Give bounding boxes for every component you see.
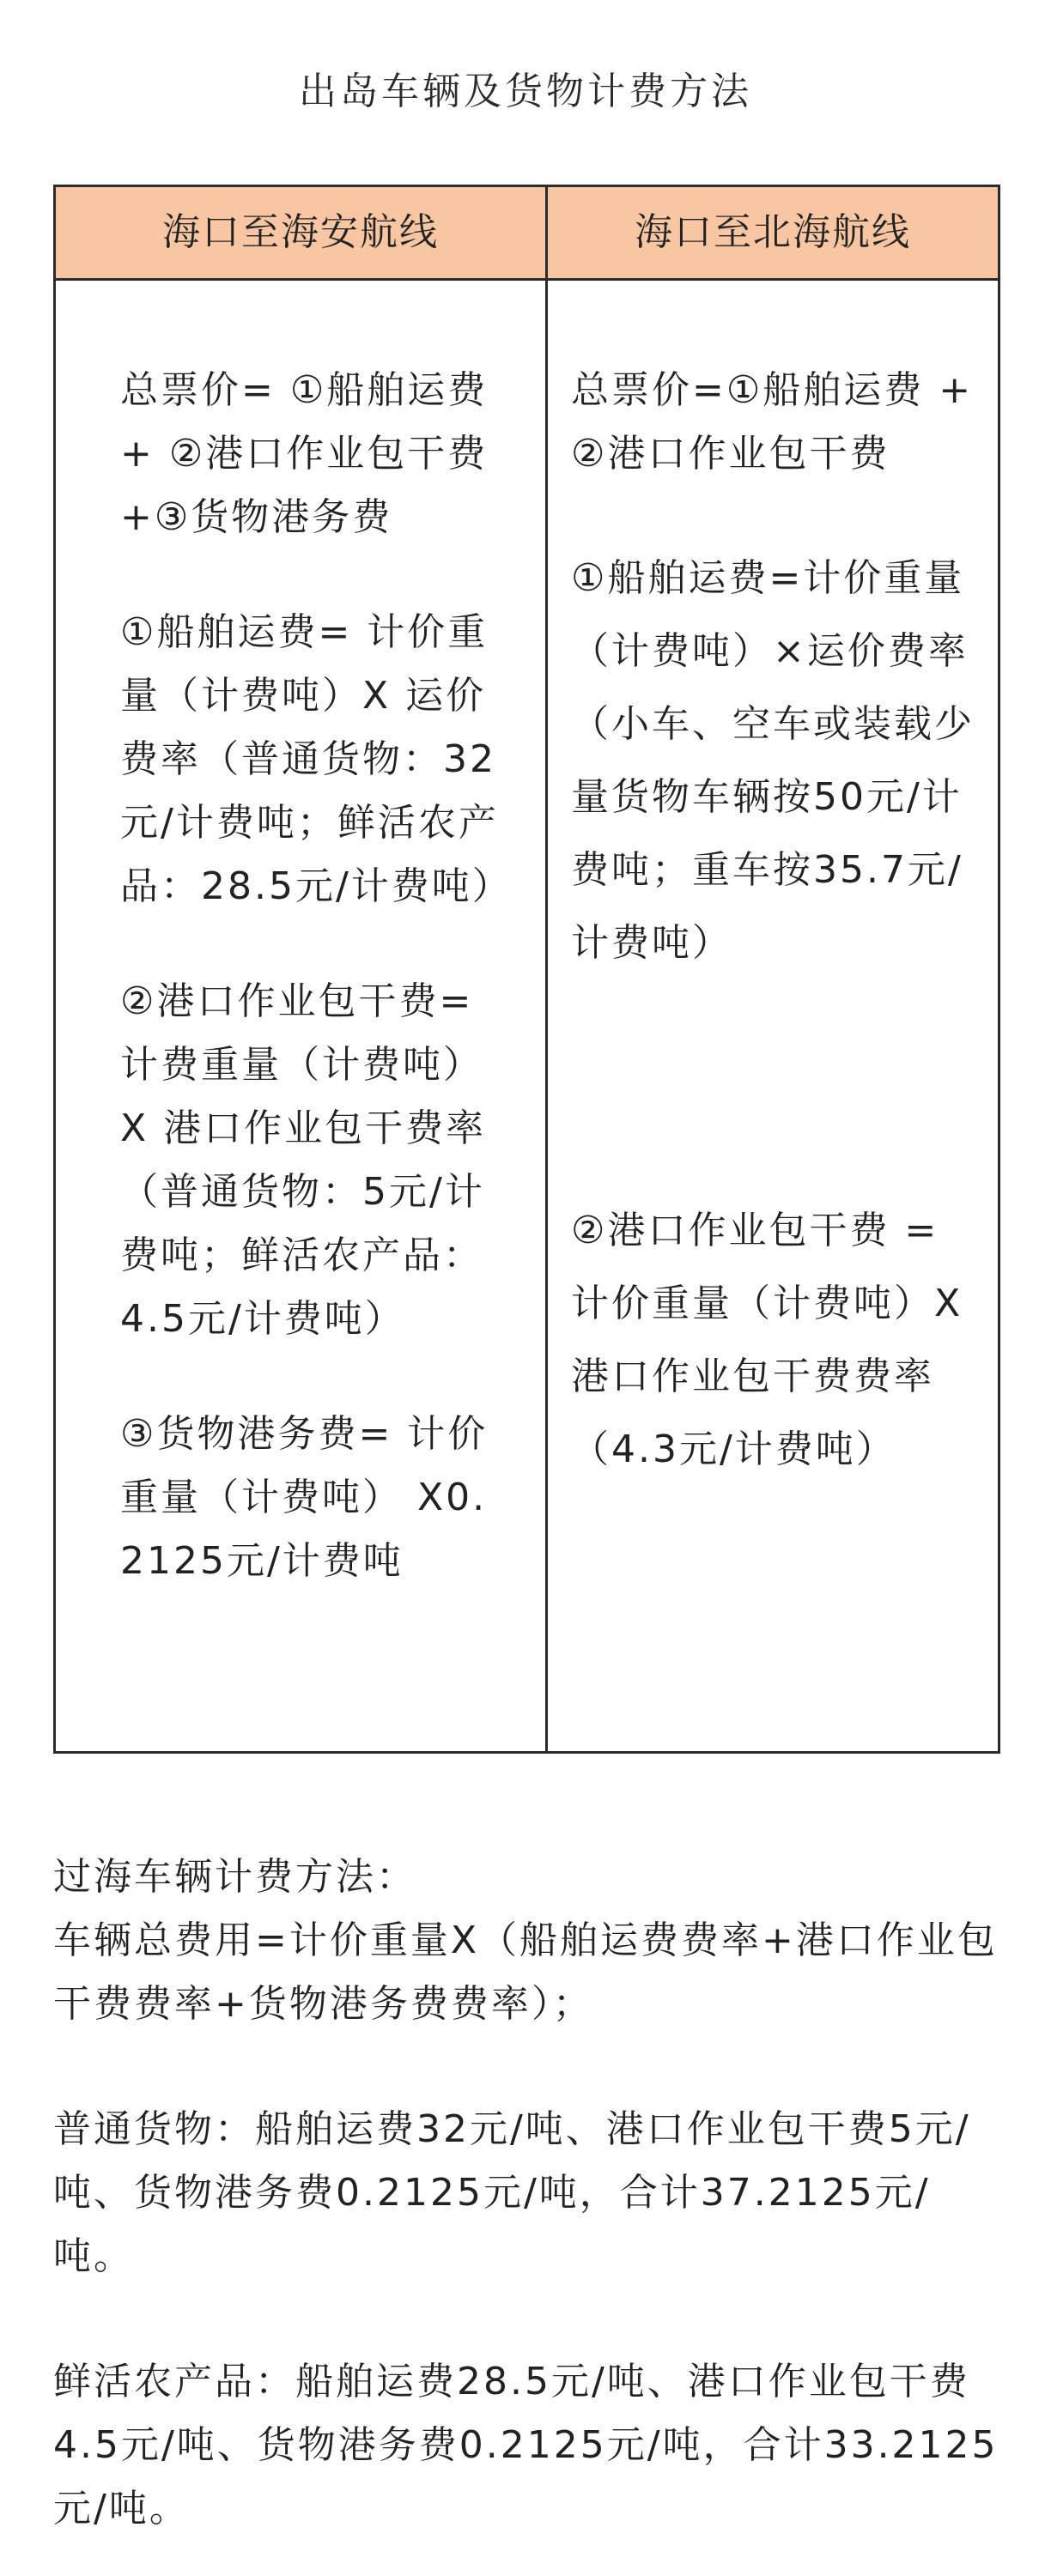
header-haikou-haian: 海口至海安航线 xyxy=(162,210,439,254)
haian-total-formula: 总票价= ①船舶运费 + ②港口作业包干费 +③货物港务费 xyxy=(120,368,489,539)
haian-port-fee: ②港口作业包干费= 计费重量（计费吨）X 港口作业包干费率（普通货物：5元/计费吨；鲜活农产品：4.5元/计费吨） xyxy=(120,979,487,1341)
beihai-fee-cell xyxy=(571,359,975,1486)
notes-general-cargo: 普通货物：船舶运费32元/吨、港口作业包干费5元/吨、货物港务费0.2125元/吨，合计37.2125元/吨。 xyxy=(53,2107,971,2278)
beihai-port-fee: ②港口作业包干费 = 计价重量（计费吨）X 港口作业包干费费率（4.3元/计费吨） xyxy=(571,1209,963,1471)
page-title: 出岛车辆及货物计费方法 xyxy=(299,70,752,113)
header-haikou-beihai: 海口至北海航线 xyxy=(635,210,911,254)
notes-heading: 过海车辆计费方法： xyxy=(53,1855,416,1899)
haian-port-dues: ③货物港务费= 计价重量（计费吨） X0.2125元/计费吨 xyxy=(120,1412,489,1583)
haian-fee-cell xyxy=(120,359,513,1593)
column-divider xyxy=(545,187,548,1751)
table-header-row xyxy=(56,187,998,281)
beihai-shipping-fee: ①船舶运费=计价重量（计费吨）×运价费率（小车、空车或装载少量货物车辆按50元/计费吨；重车按35.7元/计费吨） xyxy=(571,556,975,965)
beihai-total-formula: 总票价=①船舶运费 +②港口作业包干费 xyxy=(571,368,974,476)
fee-table xyxy=(53,185,1000,1754)
notes-formula: 车辆总费用=计价重量X（船舶运费费率+港口作业包干费费率+货物港务费费率）； xyxy=(53,1918,998,2026)
vehicle-fee-notes xyxy=(53,1846,1000,2541)
haian-shipping-fee: ①船舶运费= 计价重量（计费吨）X 运价费率（普通货物：32元/计费吨；鲜活农产品：28.5元/计费吨） xyxy=(120,610,513,908)
notes-fresh-produce: 鲜活农产品：船舶运费28.5元/吨、港口作业包干费4.5元/吨、货物港务费0.2125元/吨，合计33.2125元/吨。 xyxy=(53,2360,999,2531)
